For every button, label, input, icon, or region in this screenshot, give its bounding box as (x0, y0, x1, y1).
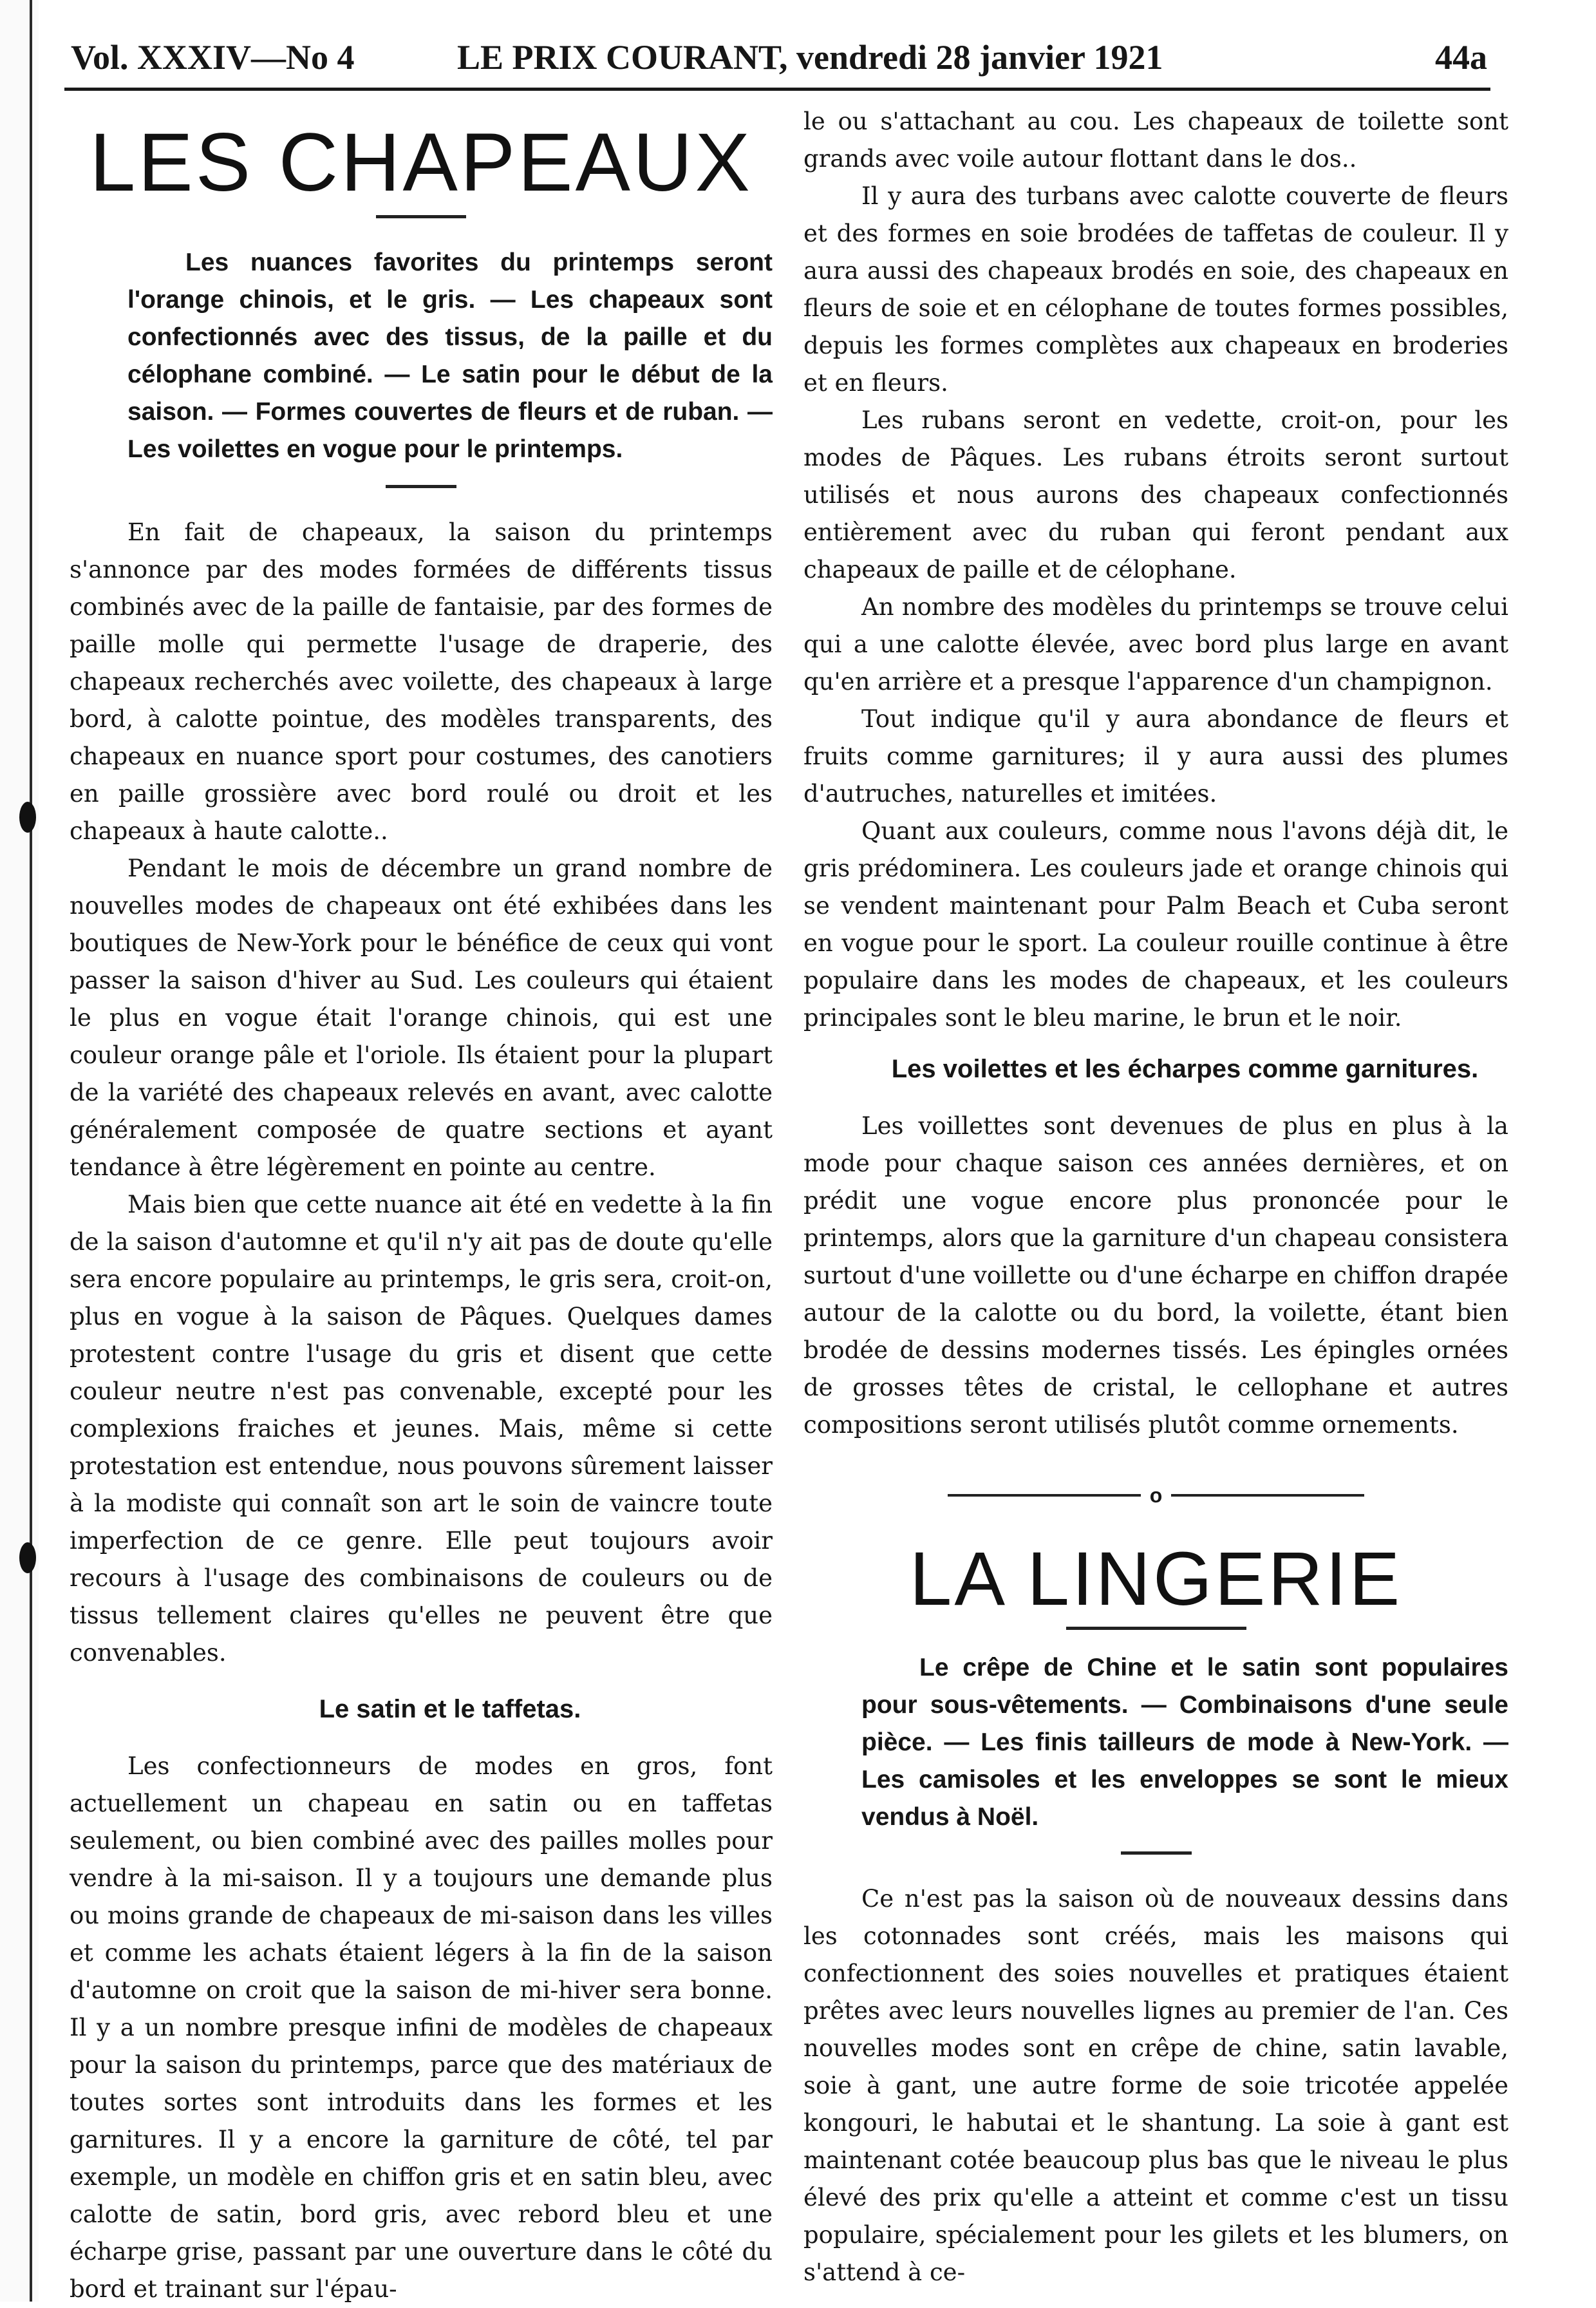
paragraph: Il y aura des turbans avec calotte couverte de fleurs et des formes en soie brodées de taffetas de couleur. Il y aura aussi des chapeaux brodés en soie, des chapeaux en fleurs de soie et en célophane de toutes formes possibles, depuis les formes complètes aux chapeaux en broderies et en fleurs. (803, 182, 1508, 397)
binding-hole (19, 1542, 36, 1573)
volume-number: Vol. XXXIV—No 4 (71, 38, 355, 77)
paragraph: An nombre des modèles du printemps se trouve celui qui a une calotte élevée, avec bord plus large en avant qu'en arrière et a presque l'apparence d'un champignon. (803, 593, 1508, 695)
paragraph: Tout indique qu'il y aura abondance de fleurs et fruits comme garnitures; il y aura aussi des plumes d'autruches, naturelles et imitées. (803, 705, 1508, 808)
page-binding (0, 0, 39, 2302)
divider-ornament: o (1149, 1484, 1163, 1507)
paragraph: Ce n'est pas la saison où de nouveaux dessins dans les cotonnades sont créés, mais les maisons qui confectionnent des soies nouvelles et pratiques étaient prêtes avec leurs nouvelles lignes au premier de l'an. Ces nouvelles modes sont en crêpe de chine, satin lavable, soie à gant, une autre forme de soie tricotée appelée kongouri, le habutai et le shantung. La soie à gant est maintenant cotée beaucoup plus bas que le niveau le plus élevé des prix qu'elle a atteint et comme c'est un tissu populaire, spécialement pour les gilets et les blumers, on s'attend à ce- (803, 1885, 1508, 2286)
binding-hole (19, 802, 36, 833)
paragraph: Les voillettes sont devenues de plus en plus à la mode pour chaque saison ces années dernières, et on prédit une vogue encore plus prononcée pour le printemps, alors que la garniture d'un chapeau consistera surtout d'une voillette ou d'une écharpe en chiffon drapée autour de la calotte ou du bord, la voilette, étant bien brodée de dessins modernes tissés. Les épingles ornées de grosses têtes de cristal, le cellophane et autres compositions seront utilisés plutôt comme ornements. (803, 1112, 1508, 1439)
column-left (70, 103, 773, 2308)
section-heading: Les voilettes et les écharpes comme garnitures. (891, 1055, 1479, 1083)
publication-line: LE PRIX COURANT, vendredi 28 janvier 1921 (457, 38, 1163, 77)
paragraph: Quant aux couleurs, comme nous l'avons déjà dit, le gris prédominera. Les couleurs jade et orange chinois qui se vendent maintenant pour Palm Beach et Cuba seront en vogue pour le sport. La couleur rouille continue à être populaire dans les modes de chapeaux, et les couleurs principales sont le bleu marine, le brun et le noir. (803, 817, 1508, 1032)
paragraph: En fait de chapeaux, la saison du printemps s'annonce par des modes formées de différents tissus combinés avec de la paille de fantaisie, par des formes de paille molle qui permette l'usage de draperie, des chapeaux recherchés avec voilette, des chapeaux à large bord, à calotte pointue, des modèles transparents, des chapeaux en nuance sport pour costumes, des canotiers en paille grossière avec bord roulé ou droit et les chapeaux à haute calotte.. (70, 518, 773, 845)
paragraph: Les rubans seront en vedette, croit-on, pour les modes de Pâques. Les rubans étroits seront surtout utilisés et nous aurons des chapeaux confectionnés entièrement avec du ruban qui feront pendant aux chapeaux de paille et de célophane. (803, 406, 1508, 583)
paragraph: Mais bien que cette nuance ait été en vedette à la fin de la saison d'automne et qu'il n'y ait pas de doute qu'elle sera encore populaire au printemps, le gris sera, croit-on, plus en vogue à la saison de Pâques. Quelques dames protestent contre l'usage du gris et disent que cette couleur neutre n'est pas convenable, excepté pour les complexions fraiches et jeunes. Mais, même si cette protestation est entendue, nous pouvons sûrement laisser à la modiste qui connaît son art le soin de vaincre toute imperfection de ce genre. Elle peut toujours avoir recours à l'usage des combinaisons de couleurs ou de tissus tellement claires qu'elles ne peuvent être que convenables. (70, 1191, 773, 1667)
page-header (71, 37, 1487, 82)
paragraph-continued: le ou s'attachant au cou. Les chapeaux de toilette sont grands avec voile autour flottant dans le dos.. (803, 108, 1508, 173)
article-deck: Les nuances favorites du printemps seront l'orange chinois, et le gris. — Les chapeaux sont confectionnés avec des tissus, de la paille et du célophane combiné. — Le satin pour le début de la saison. — Formes couvertes de fleurs et de ruban. — Les voilettes en vogue pour le printemps. (127, 249, 773, 463)
paragraph: Pendant le mois de décembre un grand nombre de nouvelles modes de chapeaux ont été exhibées dans les boutiques de New-York pour le bénéfice de ceux qui vont passer la saison d'hiver au Sud. Les couleurs qui étaient le plus en vogue était l'orange chinois, qui est une couleur orange pâle et l'oriole. Ils étaient pour la plupart de la variété des chapeaux relevés en avant, avec calotte généralement composée de quatre sections et ayant tendance à être légèrement en pointe au centre. (70, 855, 773, 1181)
article-deck: Le crêpe de Chine et le satin sont populaires pour sous-vêtements. — Combinaisons d'une seule pièce. — Les finis tailleurs de mode à New-York. — Les camisoles et les enveloppes se sont le mieux vendus à Noël. (861, 1654, 1508, 1831)
deck-rule (1121, 1851, 1192, 1855)
column-right (803, 103, 1508, 2291)
deck-rule (386, 485, 456, 488)
divider-line (1171, 1494, 1364, 1497)
title-rule (376, 215, 466, 218)
title-rule (1066, 1627, 1246, 1630)
divider-line (948, 1494, 1141, 1497)
paragraph: Les confectionneurs de modes en gros, font actuellement un chapeau en satin ou en taffetas seulement, ou bien combiné avec des pailles molles pour vendre à la mi-saison. Il y a toujours une demande plus ou moins grande de chapeaux de mi-saison dans les villes et comme les achats étaient légers à la fin de la saison d'automne on croit que la saison de mi-hiver sera bonne. Il y a un nombre presque infini de modèles de chapeaux pour la saison du printemps, parce que des matériaux de toutes sortes sont introduits dans les formes et les garnitures. Il y a encore la garniture de côté, tel par exemple, un modèle en chiffon gris et en satin bleu, avec calotte de satin, bord gris, avec rebord bleu et une écharpe grise, passant par une ouverture dans le côté du bord et trainant sur l'épau- (70, 1752, 773, 2303)
section-divider (803, 1476, 1508, 1515)
header-rule (64, 88, 1490, 91)
binding-spine (30, 0, 32, 2302)
section-heading: Le satin et le taffetas. (319, 1695, 581, 1723)
article-title: LES CHAPEAUX (89, 117, 753, 209)
page-number: 44a (1435, 38, 1487, 77)
article-title: LA LINGERIE (909, 1537, 1403, 1622)
